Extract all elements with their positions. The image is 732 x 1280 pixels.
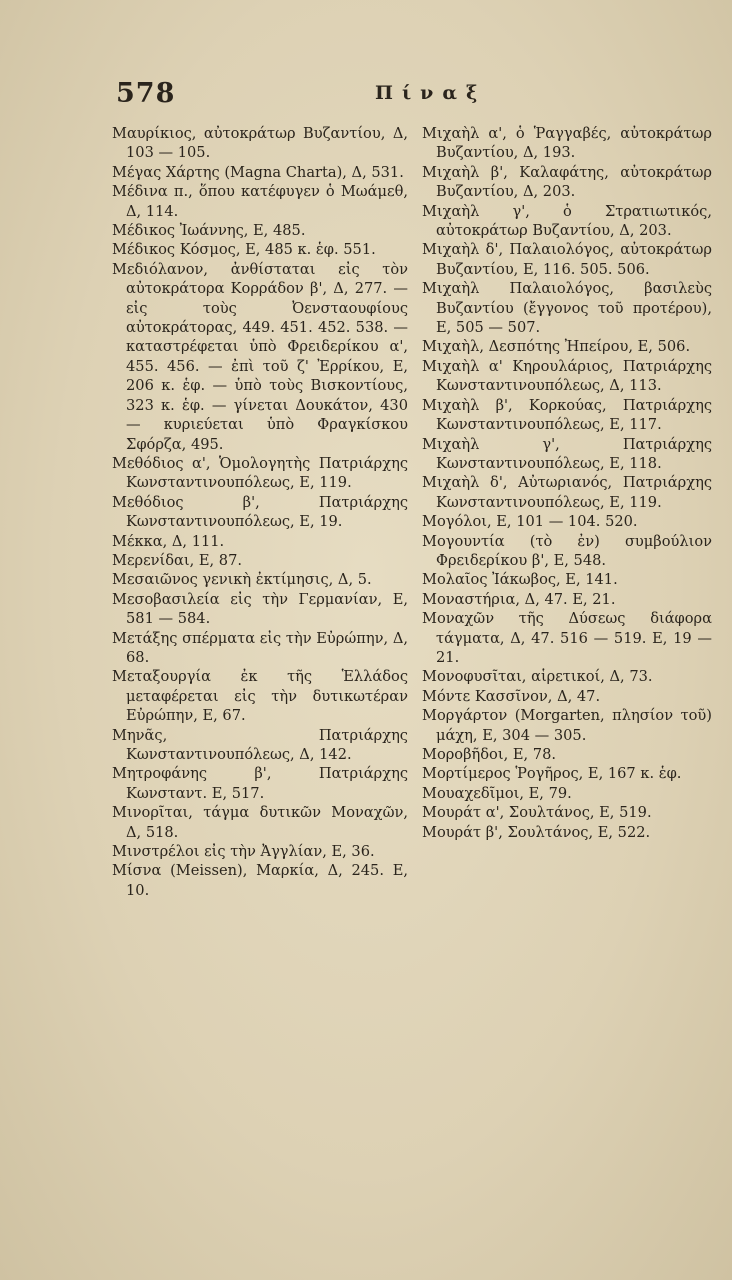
page-header — [0, 78, 732, 118]
index-entry: Μιχαὴλ β', Καλαφάτης, αὐτοκράτωρ Βυζαντίου, Δ, 203. — [422, 163, 712, 201]
index-entry: Μινορῖται, τάγμα δυτικῶν Μοναχῶν, Δ, 518. — [112, 804, 408, 841]
running-title: Πίναξ — [375, 82, 487, 104]
index-entry: Μοναχῶν τῆς Δύσεως διάφορα τάγματα, Δ, 47. 516 — 519. Ε, 19 — 21. — [422, 610, 712, 666]
index-entry: Μεθόδιος α', Ὁμολογητὴς Πατριάρχης Κωνσταντινουπόλεως, Ε, 119. — [112, 454, 408, 492]
index-entry: Μογόλοι, Ε, 101 — 104. 520. — [422, 513, 638, 531]
index-entry: Μοργάρτον (Morgarten, πλησίον τοῦ) μάχη, Ε, 304 — 305. — [422, 707, 712, 744]
index-entry: Μινστρέλοι εἰς τὴν Ἀγγλίαν, Ε, 36. — [112, 843, 375, 861]
index-column-right — [422, 124, 712, 842]
index-entry: Μέδινα π., ὅπου κατέφυγεν ὁ Μωάμεθ, Δ, 114. — [112, 183, 408, 220]
index-entry: Μοροβῆδοι, Ε, 78. — [422, 746, 556, 763]
index-entry: Μέκκα, Δ, 111. — [112, 532, 225, 550]
index-entry: Μιχαὴλ, Δεσπότης Ἠπείρου, Ε, 506. — [422, 338, 691, 356]
index-entry: Μίσνα (Meissen), Μαρκία, Δ, 245. Ε, 10. — [112, 862, 408, 899]
index-entry: Μηνᾶς, Πατριάρχης Κωνσταντινουπόλεως, Δ, 142. — [112, 726, 408, 763]
index-entry: Μιχαὴλ Παλαιολόγος, βασιλεὺς Βυζαντίου (ἔγγονος τοῦ προτέρου), Ε, 505 — 507. — [422, 280, 712, 337]
index-entry: Μιχαὴλ α' Κηρουλάριος, Πατριάρχης Κωνσταντινουπόλεως, Δ, 113. — [422, 357, 712, 395]
index-entry: Μετάξης σπέρματα εἰς τὴν Εὐρώπην, Δ, 68. — [112, 629, 408, 666]
index-entry: Μαυρίκιος, αὐτοκράτωρ Βυζαντίου, Δ, 103 — 105. — [112, 125, 408, 162]
index-entry: Μεταξουργία ἐκ τῆς Ἑλλάδος μεταφέρεται εἰς τὴν δυτικωτέραν Εὐρώπην, Ε, 67. — [112, 668, 408, 725]
index-entry: Μιχαὴλ δ', Παλαιολόγος, αὐτοκράτωρ Βυζαντίου, Ε, 116. 505. 506. — [422, 241, 712, 278]
index-entry: Μογουντία (τὸ ἐν) συμβούλιον Φρειδερίκου β', Ε, 548. — [422, 532, 712, 569]
index-entry: Μορτίμερος Ῥογῆρος, Ε, 167 κ. ἑφ. — [422, 765, 682, 783]
index-entry: Μοναστήρια, Δ, 47. Ε, 21. — [422, 590, 616, 608]
index-entry: Μεσαιῶνος γενικὴ ἐκτίμησις, Δ, 5. — [112, 571, 372, 589]
index-entry: Μέδικος Κόσμος, Ε, 485 κ. ἑφ. 551. — [112, 241, 376, 259]
index-entry: Μιχαὴλ α', ὁ Ῥαγγαβές, αὐτοκράτωρ Βυζαντίου, Δ, 193. — [422, 125, 712, 162]
index-column-left — [112, 124, 408, 900]
index-entry: Μουράτ α', Σουλτάνος, Ε, 519. — [422, 804, 652, 822]
index-entry: Μιχαὴλ γ', Πατριάρχης Κωνσταντινουπόλεως, Ε, 118. — [422, 435, 712, 472]
index-entry: Μεθόδιος β', Πατριάρχης Κωνσταντινουπόλεως, Ε, 19. — [112, 493, 408, 531]
page-number: 578 — [116, 78, 176, 109]
index-entry: Μέγας Χάρτης (Magna Charta), Δ, 531. — [112, 163, 404, 181]
index-entry: Μερενίδαι, Ε, 87. — [112, 551, 243, 569]
index-entry: Μεδιόλανον, ἀνθίσταται εἰς τὸν αὐτοκράτορα Κορράδον β', Δ, 277. — εἰς τοὺς Ὀενσταουφίους αὐτοκράτορας, 449. 451. 452. 538. — καταστρέφεται ὑπὸ Φρειδερίκου α', 455. 456. — ἐπὶ τοῦ ζ' Ἐρρίκου, Ε, 206 κ. ἑφ. — ὑπὸ τοὺς Βισκοντίους, 323 κ. ἑφ. — γίνεται Δουκάτον, 430 — κυριεύεται ὑπὸ Φραγκίσκου Σφόρζα, 495. — [112, 260, 408, 453]
index-entry: Μεσοβασιλεία εἰς τὴν Γερμανίαν, Ε, 581 — 584. — [112, 590, 408, 628]
index-entry: Μέδικος Ἰωάννης, Ε, 485. — [112, 222, 306, 240]
index-entry: Μουαχεδῖμοι, Ε, 79. — [422, 784, 572, 802]
index-entry: Μιχαὴλ δ', Αὐτωριανός, Πατριάρχης Κωνσταντινουπόλεως, Ε, 119. — [422, 474, 712, 511]
index-entry: Μιχαὴλ γ', ὁ Στρατιωτικός, αὐτοκράτωρ Βυζαντίου, Δ, 203. — [422, 202, 712, 240]
index-entry: Μιχαὴλ β', Κορκούας, Πατριάρχης Κωνσταντινουπόλεως, Ε, 117. — [422, 396, 712, 434]
index-entry: Μόντε Κασσῖνον, Δ, 47. — [422, 687, 601, 705]
index-entry: Μητροφάνης β', Πατριάρχης Κωνσταντ. Ε, 517. — [112, 765, 408, 802]
index-entry: Μονοφυσῖται, αἱρετικοί, Δ, 73. — [422, 668, 653, 686]
index-entry: Μουράτ β', Σουλτάνος, Ε, 522. — [422, 823, 651, 841]
index-entry: Μολαῖος Ἰάκωβος, Ε, 141. — [422, 571, 618, 589]
